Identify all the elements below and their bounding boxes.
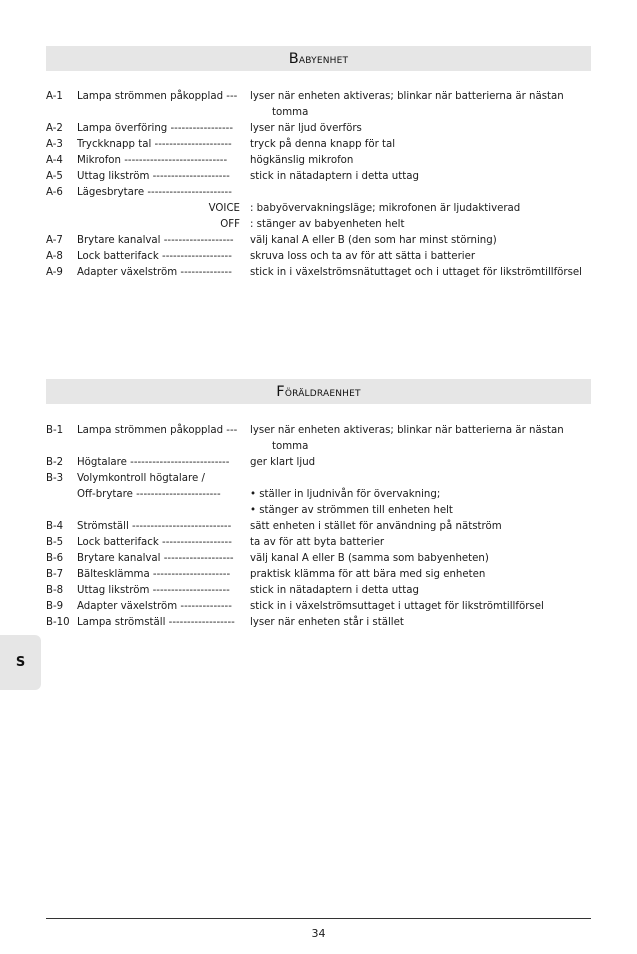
item-label: Adapter växelström --------------	[77, 601, 232, 612]
item-label: Lampa överföring -----------------	[77, 123, 234, 134]
item-description: lyser när enheten aktiveras; blinkar när batterierna är nästan	[250, 91, 564, 102]
list-item	[46, 503, 606, 519]
item-code: B-4	[46, 521, 64, 532]
item-code: A-4	[46, 155, 63, 166]
item-description: ta av för att byta batterier	[250, 537, 385, 548]
item-code: A-7	[46, 235, 63, 246]
item-label: Tryckknapp tal ---------------------	[77, 139, 232, 150]
section-title-initial: F	[276, 383, 285, 400]
item-description: praktisk klämma för att bära med sig enheten	[250, 569, 486, 580]
item-label: Högtalare ---------------------------	[77, 457, 230, 468]
item-code: A-8	[46, 251, 63, 262]
section-title-rest: abyenhet	[298, 51, 349, 66]
mode-name: VOICE	[208, 203, 240, 214]
item-description: • stänger av strömmen till enheten helt	[250, 505, 453, 516]
item-code: B-5	[46, 537, 64, 548]
item-description: ger klart ljud	[250, 457, 316, 468]
foraldraenhet-list	[46, 423, 606, 631]
item-description-continued: tomma	[272, 107, 309, 118]
item-label: Mikrofon ----------------------------	[77, 155, 228, 166]
list-item	[46, 105, 606, 121]
item-code: B-9	[46, 601, 64, 612]
list-item	[46, 615, 606, 631]
item-label: Lampa strömställ ------------------	[77, 617, 235, 628]
item-description: skruva loss och ta av för att sätta i batterier	[250, 251, 476, 262]
item-label: Lock batterifack -------------------	[77, 251, 232, 262]
list-item	[46, 121, 606, 137]
list-item	[46, 487, 606, 503]
section-header-foraldraenhet	[46, 379, 591, 404]
item-code: A-2	[46, 123, 63, 134]
list-item	[46, 519, 606, 535]
item-label: Volymkontroll högtalare /	[77, 473, 205, 484]
footer-rule	[46, 918, 591, 919]
item-label: Uttag likström ---------------------	[77, 585, 230, 596]
item-code: B-3	[46, 473, 64, 484]
babyenhet-list	[46, 89, 606, 281]
list-item	[46, 233, 606, 249]
mode-description: : babyövervakningsläge; mikrofonen är ljudaktiverad	[250, 203, 521, 214]
list-item	[46, 535, 606, 551]
item-label: Off-brytare -----------------------	[77, 489, 221, 500]
item-code: B-6	[46, 553, 64, 564]
item-code: B-8	[46, 585, 64, 596]
item-code: A-3	[46, 139, 63, 150]
list-item	[46, 423, 606, 439]
mode-description: : stänger av babyenheten helt	[250, 219, 405, 230]
item-description: lyser när enheten står i stället	[250, 617, 404, 628]
list-item	[46, 583, 606, 599]
item-label: Strömställ ---------------------------	[77, 521, 232, 532]
list-item	[46, 169, 606, 185]
page-number: 34	[311, 927, 326, 940]
item-label: Lock batterifack -------------------	[77, 537, 232, 548]
item-description: välj kanal A eller B (den som har minst störning)	[250, 235, 497, 246]
item-description: stick in i växelströmsuttaget i uttaget för likströmtillförsel	[250, 601, 544, 612]
item-description: tryck på denna knapp för tal	[250, 139, 396, 150]
item-description: högkänslig mikrofon	[250, 155, 354, 166]
mode-name: OFF	[220, 219, 240, 230]
list-item	[46, 551, 606, 567]
item-code: A-9	[46, 267, 63, 278]
list-item	[46, 567, 606, 583]
item-description: sätt enheten i stället för användning på nätström	[250, 521, 502, 532]
item-label: Bältesklämma ---------------------	[77, 569, 231, 580]
list-item	[46, 217, 606, 233]
item-label: Brytare kanalval -------------------	[77, 553, 234, 564]
item-label: Adapter växelström --------------	[77, 267, 232, 278]
list-item	[46, 599, 606, 615]
section-title-rest: öräldraenhet	[284, 384, 361, 399]
list-item	[46, 471, 606, 487]
list-item	[46, 153, 606, 169]
language-tab	[0, 635, 41, 690]
list-item	[46, 201, 606, 217]
list-item	[46, 185, 606, 201]
list-item	[46, 137, 606, 153]
list-item	[46, 265, 606, 281]
item-code: B-1	[46, 425, 64, 436]
item-label: Lampa strömmen påkopplad ---	[77, 425, 238, 436]
item-description: lyser när ljud överförs	[250, 123, 362, 134]
list-item	[46, 439, 606, 455]
item-label: Brytare kanalval -------------------	[77, 235, 234, 246]
item-code: A-6	[46, 187, 63, 198]
item-description: stick in nätadaptern i detta uttag	[250, 585, 419, 596]
item-code: B-10	[46, 617, 70, 628]
item-label: Uttag likström ---------------------	[77, 171, 230, 182]
list-item	[46, 89, 606, 105]
item-code: A-5	[46, 171, 63, 182]
item-label: Lampa strömmen påkopplad ---	[77, 91, 238, 102]
item-description: stick in nätadaptern i detta uttag	[250, 171, 419, 182]
section-header-babyenhet	[46, 46, 591, 71]
item-code: A-1	[46, 91, 63, 102]
item-description-continued: tomma	[272, 441, 309, 452]
list-item	[46, 249, 606, 265]
item-code: B-7	[46, 569, 64, 580]
item-description: • ställer in ljudnivån för övervakning;	[250, 489, 441, 500]
item-description: välj kanal A eller B (samma som babyenheten)	[250, 553, 489, 564]
section-title-initial: B	[288, 50, 299, 67]
language-tab-label: S	[15, 655, 26, 670]
item-description: stick in i växelströmsnätuttaget och i uttaget för likströmtillförsel	[250, 267, 583, 278]
list-item	[46, 455, 606, 471]
item-label: Lägesbrytare -----------------------	[77, 187, 232, 198]
item-code: B-2	[46, 457, 64, 468]
item-description: lyser när enheten aktiveras; blinkar när batterierna är nästan	[250, 425, 564, 436]
